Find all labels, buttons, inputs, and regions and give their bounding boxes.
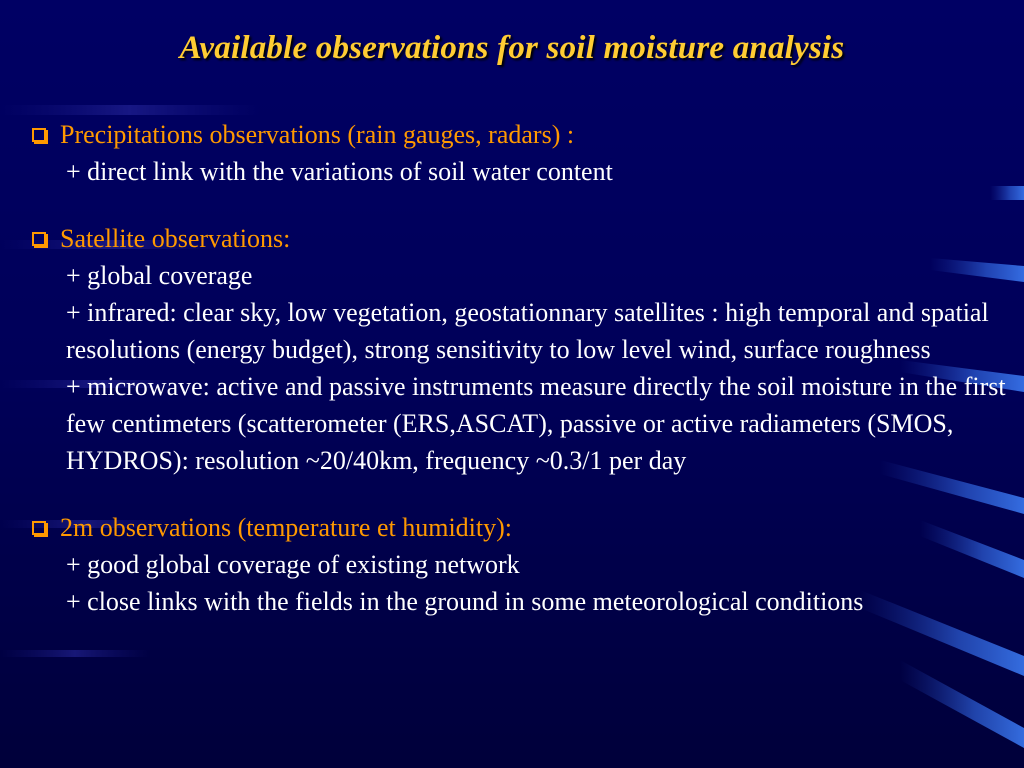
section-heading-row — [32, 220, 1012, 257]
section-2m — [32, 509, 1012, 620]
slide-title: Available observations for soil moisture analysis — [179, 30, 845, 66]
section-heading: Satellite observations: — [60, 224, 291, 253]
hollow-square-bullet-icon — [32, 128, 46, 142]
list-item: + direct link with the variations of soil water content — [66, 157, 613, 186]
list-item: + close links with the fields in the ground in some meteorological conditions — [66, 587, 864, 616]
list-item: + infrared: clear sky, low vegetation, geostationnary satellites : high temporal and spatial resolutions (energy budget), strong sensitivity to low level wind, surface roughness — [66, 298, 989, 364]
hollow-square-bullet-icon — [32, 521, 46, 535]
section-heading: 2m observations (temperature et humidity): — [60, 513, 512, 542]
list-item: + good global coverage of existing network — [66, 550, 520, 579]
section-heading: Precipitations observations (rain gauges, radars) : — [60, 120, 575, 149]
section-heading-row — [32, 509, 1012, 546]
list-item: + global coverage — [66, 261, 253, 290]
section-heading-row — [32, 116, 1012, 153]
section-satellite — [32, 220, 1012, 479]
list-item: + microwave: active and passive instruments measure directly the soil moisture in the first few centimeters (scatterometer (ERS,ASCAT), passive or active radiameters (SMOS, HYDROS): resolution ~20/40km, frequency ~0.3/1 per day — [66, 372, 1006, 475]
content-sections — [32, 116, 1012, 650]
section-precipitation — [32, 116, 1012, 190]
hollow-square-bullet-icon — [32, 232, 46, 246]
